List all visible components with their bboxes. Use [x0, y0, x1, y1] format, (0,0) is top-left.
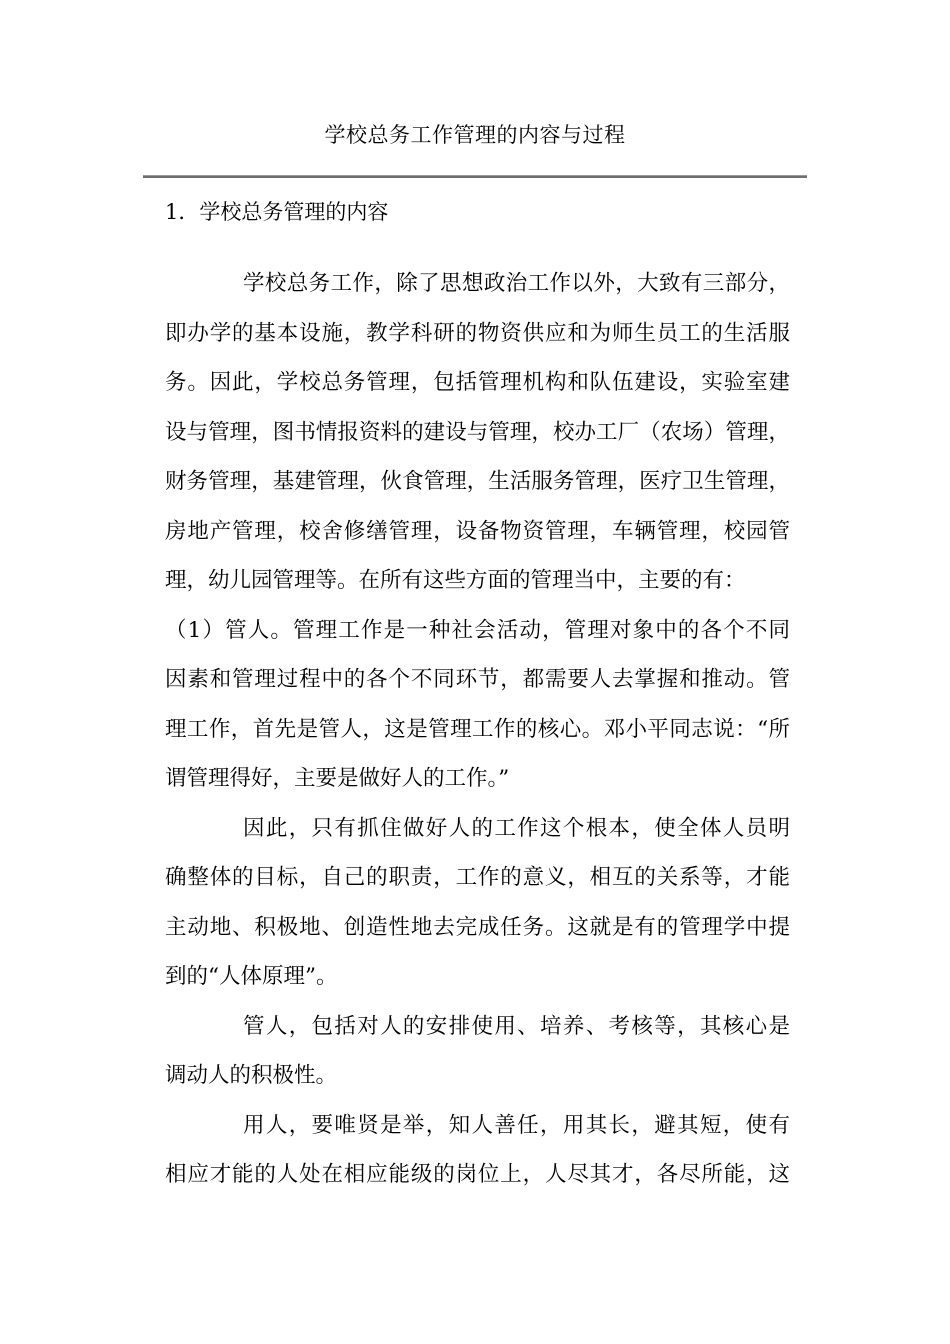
- text-line: 设与管理，图书情报资料的建设与管理，校办工厂（农场）管理，: [165, 419, 790, 445]
- text-line: 房地产管理，校舍修缮管理，设备物资管理，车辆管理，校园管: [165, 518, 790, 544]
- text-line: 财务管理，基建管理，伙食管理，生活服务管理，医疗卫生管理，: [165, 469, 790, 494]
- text-line: 管人，包括对人的安排使用、培养、考核等，其核心是: [243, 1013, 790, 1039]
- text-line: 理，幼儿园管理等。在所有这些方面的管理当中，主要的有：: [165, 568, 746, 593]
- text-line: 用人，要唯贤是举，知人善任，用其长，避其短，使有: [243, 1112, 790, 1138]
- text-line: （1）管人。管理工作是一种社会活动，管理对象中的各个不同: [165, 617, 790, 643]
- document-title: 学校总务工作管理的内容与过程: [324, 123, 626, 147]
- text-line: 因此，只有抓住做好人的工作这个根本，使全体人员明: [243, 815, 790, 841]
- body-text: [165, 266, 790, 1207]
- text-line: 学校总务工作，除了思想政治工作以外，大致有三部分，: [243, 271, 790, 296]
- text-line: 理工作，首先是管人，这是管理工作的核心。邓小平同志说：“所: [165, 716, 790, 742]
- text-line: 因素和管理过程中的各个不同环节，都需要人去掌握和推动。管: [165, 667, 790, 692]
- section-heading: 1．学校总务管理的内容: [165, 200, 389, 224]
- text-line: 务。因此，学校总务管理，包括管理机构和队伍建设，实验室建: [165, 370, 790, 395]
- text-line: 调动人的积极性。: [165, 1063, 338, 1088]
- text-line: 主动地、积极地、创造性地去完成任务。这就是有的管理学中提: [165, 914, 790, 940]
- text-line: 即办学的基本设施，教学科研的物资供应和为师生员工的生活服: [165, 320, 790, 346]
- title-divider: [143, 175, 807, 178]
- text-line: 到的“人体原理”。: [165, 964, 338, 989]
- text-line: 谓管理得好，主要是做好人的工作。”: [165, 766, 510, 791]
- text-line: 相应才能的人处在相应能级的岗位上，人尽其才，各尽所能，这: [165, 1162, 790, 1187]
- text-line: 确整体的目标，自己的职责，工作的意义，相互的关系等，才能: [165, 865, 790, 890]
